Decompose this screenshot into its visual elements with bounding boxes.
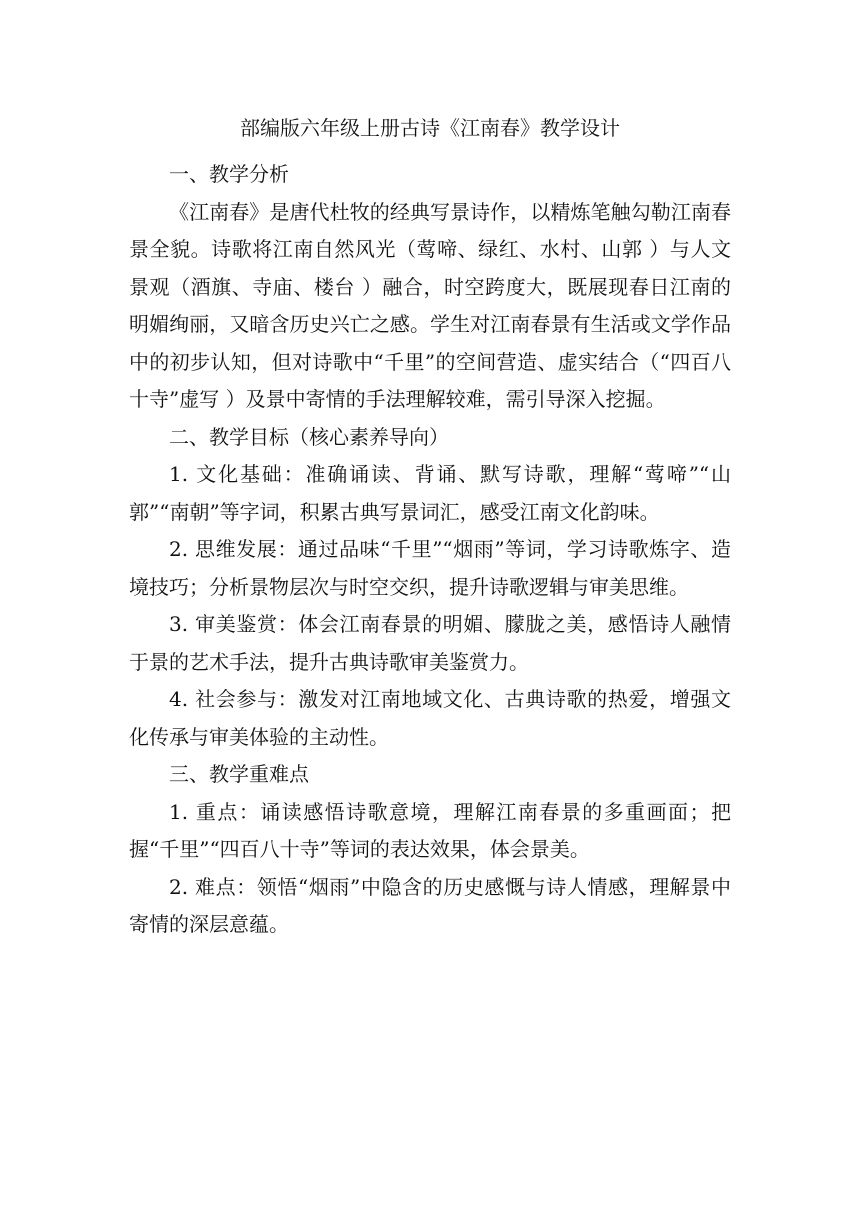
paragraph-analysis: 《江南春》是唐代杜牧的经典写景诗作，以精炼笔触勾勒江南春景全貌。诗歌将江南自然风光（莺啼、绿红、水村、山郭 ）与人文景观（酒旗、寺庙、楼台 ）融合，时空跨度大，既展现春日江南的明媚绚丽，又暗含历史兴亡之感。学生对江南春景有生活或文学作品中的初步认知，但对诗歌中“千里”的空间营造、虚实结合（“四百八十寺”虚写 ）及景中寄情的手法理解较难，需引导深入挖掘。 — [129, 199, 731, 411]
paragraph-goal-1: 1. 文化基础：准确诵读、背诵、默写诗歌，理解“莺啼”“山郭”“南朝”等字词，积累古典写景词汇，感受江南文化韵味。 — [129, 462, 731, 524]
paragraph-goal-3: 3. 审美鉴赏：体会江南春景的明媚、朦胧之美，感悟诗人融情于景的艺术手法，提升古典诗歌审美鉴赏力。 — [129, 612, 731, 674]
paragraph-goal-4: 4. 社会参与：激发对江南地域文化、古典诗歌的热爱，增强文化传承与审美体验的主动性。 — [129, 687, 731, 749]
section-heading-analysis: 一、教学分析 — [169, 162, 289, 186]
section-heading-goals: 二、教学目标（核心素养导向） — [169, 424, 449, 449]
paragraph-keypoint-1: 1. 重点：诵读感悟诗歌意境，理解江南春景的多重画面；把握“千里”“四百八十寺”等词的表达效果，体会景美。 — [129, 799, 731, 861]
paragraph-goal-2: 2. 思维发展：通过品味“千里”“烟雨”等词，学习诗歌炼字、造境技巧；分析景物层次与时空交织，提升诗歌逻辑与审美思维。 — [129, 537, 731, 599]
document-body — [129, 156, 731, 944]
paragraph-keypoint-2: 2. 难点：领悟“烟雨”中隐含的历史感慨与诗人情感，理解景中寄情的深层意蕴。 — [129, 874, 731, 936]
section-heading-keypoints: 三、教学重难点 — [169, 762, 309, 786]
document-title: 部编版六年级上册古诗《江南春》教学设计 — [240, 116, 620, 140]
